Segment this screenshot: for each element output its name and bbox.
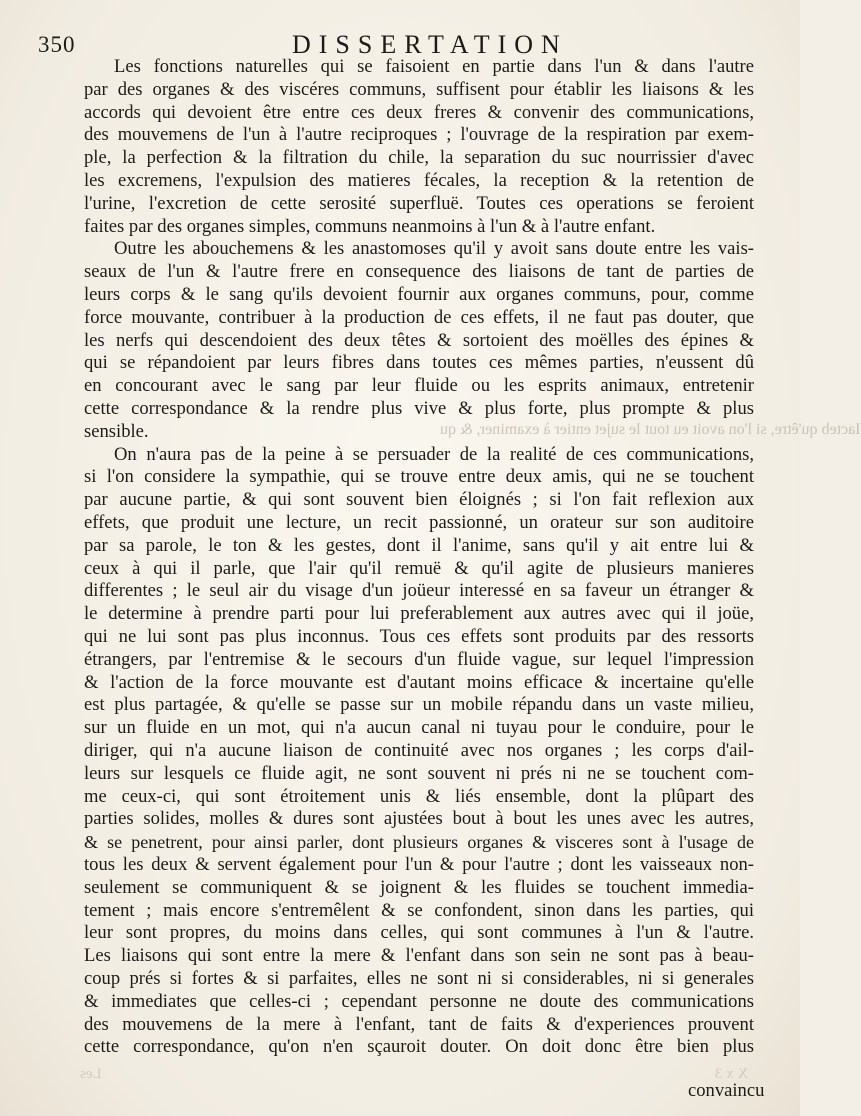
- text-line: le determine à prendre parti pour lui preferablement aux autres avec qui il joüe,: [84, 603, 754, 625]
- text-line: & l'action de la force mouvante est d'autant moins efficace & incertaine qu'elle: [84, 671, 754, 693]
- text-line: étrangers, par l'entremise & le secours d'un fluide vague, sur lequel l'impression: [84, 648, 754, 670]
- text-line: qui ne lui sont pas plus inconnus. Tous ces effets sont produits par des ressorts: [84, 626, 754, 647]
- text-line: parties solides, molles & dures sont ajustées bout à bout les unes avec les autres,: [84, 808, 754, 830]
- text-line: sur un fluide en un mot, qui n'a aucun canal ni tuyau pour le conduire, pour le: [84, 717, 754, 739]
- text-line: l'urine, l'excretion de cette serosité superfluë. Toutes ces operations se feroient: [84, 192, 754, 214]
- text-line: par sa parole, le ton & les gestes, dont il l'anime, sans qu'il y ait entre lui &: [84, 534, 754, 556]
- catchword: convaincu: [688, 1080, 765, 1101]
- text-line: Outre les abouchemens & les anastomoses qu'il y avoit sans doute entre les vais-: [114, 238, 754, 260]
- text-line: qui se répandoient par leurs fibres dans toutes ces mêmes parties, n'eussent dû: [84, 352, 754, 374]
- text-line: tous les deux & servent également pour l'un & pour l'autre ; dont les vaisseaux non-: [84, 854, 754, 875]
- text-line: seaux de l'un & l'autre frere en consequence des liaisons de tant de parties de: [84, 261, 754, 283]
- bleed-through-signature: X x 3: [715, 1066, 749, 1082]
- text-line: par aucune partie, & qui sont souvent bien éloignés ; si l'on fait reflexion aux: [84, 489, 754, 511]
- text-line: sensible.: [84, 420, 149, 442]
- text-line: seulement se communiquent & se joignent & les fluides se touchent immedia-: [84, 876, 754, 898]
- text-line: & se penetrent, pour ainsi parler, dont plusieurs organes & visceres sont à l'usage de: [84, 832, 754, 853]
- text-line: coup prés si fortes & si parfaites, elles ne sont ni si considerables, ni si generales: [84, 968, 754, 989]
- page-number: 350: [38, 32, 76, 57]
- text-line: ceux à qui il parle, que l'air qu'il remuë & qu'il agite de plusieurs manieres: [84, 557, 754, 579]
- text-line: force mouvante, contribuer à la production de ces effets, il ne faut pas douter, que: [84, 306, 754, 328]
- running-title: DISSERTATION: [292, 30, 568, 59]
- text-line: cette correspondance, qu'on n'en sçauroit douter. On doit donc être bien plus: [84, 1036, 754, 1058]
- text-line: par des organes & des viscéres communs, suffisent pour établir les liaisons & les: [84, 78, 754, 100]
- text-line: les excremens, l'expulsion des matieres fécales, la reception & la retention de: [84, 170, 754, 191]
- text-line: cette correspondance & la rendre plus vive & plus forte, plus prompte & plus: [84, 398, 754, 419]
- text-line: On n'aura pas de la peine à se persuader de la realité de ces communications,: [114, 443, 754, 465]
- text-line: leurs sur lesquels ce fluide agit, ne sont souvent ni prés ni ne se touchent com-: [84, 762, 754, 784]
- text-line: ple, la perfection & la filtration du chile, la separation du suc nourrissier d'avec: [84, 147, 754, 169]
- text-line: des mouvemens de la mere à l'enfant, tant de faits & d'experiences prouvent: [84, 1013, 754, 1035]
- bleed-through-text: Iacteb qu'être, si l'on avoit eu tout le sujet entier à examiner, & qu: [440, 421, 861, 438]
- text-line: differentes ; le seul air du visage d'un joüeur interessé en sa faveur un étranger &: [84, 580, 754, 602]
- text-line: & immediates que celles-ci ; cependant personne ne doute des communications: [84, 990, 754, 1012]
- text-line: effets, que produit une lecture, un recit passionné, un orateur sur son auditoire: [84, 512, 754, 533]
- text-line: en concourant avec le sang par leur fluide ou les esprits animaux, entretenir: [84, 375, 754, 397]
- text-line: Les fonctions naturelles qui se faisoient en partie dans l'un & dans l'autre: [114, 56, 754, 77]
- text-line: leurs corps & le sang qu'ils devoient fournir aux organes communs, pour, comme: [84, 284, 754, 305]
- text-line: les nerfs qui descendoient des deux têtes & sortoient des moëlles des épines &: [84, 329, 754, 351]
- text-line: des mouvemens de l'un à l'autre reciproques ; l'ouvrage de la respiration par exem-: [84, 124, 754, 146]
- text-line: Les liaisons qui sont entre la mere & l'enfant dans son sein ne sont pas à beau-: [84, 945, 754, 967]
- text-line: leur sont propres, du moins dans celles, qui sont communes à l'un & l'autre.: [84, 922, 754, 944]
- text-line: tement ; mais encore s'entremêlent & se confondent, sinon dans les parties, qui: [84, 899, 754, 921]
- text-line: est plus partagée, & qu'elle se passe sur un mobile répandu dans un vaste milieu,: [84, 694, 754, 716]
- text-line: accords qui devoient être entre ces deux freres & convenir des communications,: [84, 101, 754, 123]
- text-line: si l'on considere la sympathie, qui se trouve entre deux amis, qui ne se touchent: [84, 466, 754, 488]
- text-line: me ceux-ci, qui sont étroitement unis & liés ensemble, dont la plûpart des: [84, 785, 754, 807]
- text-line: faites par des organes simples, communs neanmoins à l'un & à l'autre enfant.: [84, 215, 656, 237]
- bleed-through-catchword: Les: [80, 1066, 102, 1082]
- text-line: diriger, qui n'a aucune liaison de continuité avec nos organes ; les corps d'ail-: [84, 740, 754, 761]
